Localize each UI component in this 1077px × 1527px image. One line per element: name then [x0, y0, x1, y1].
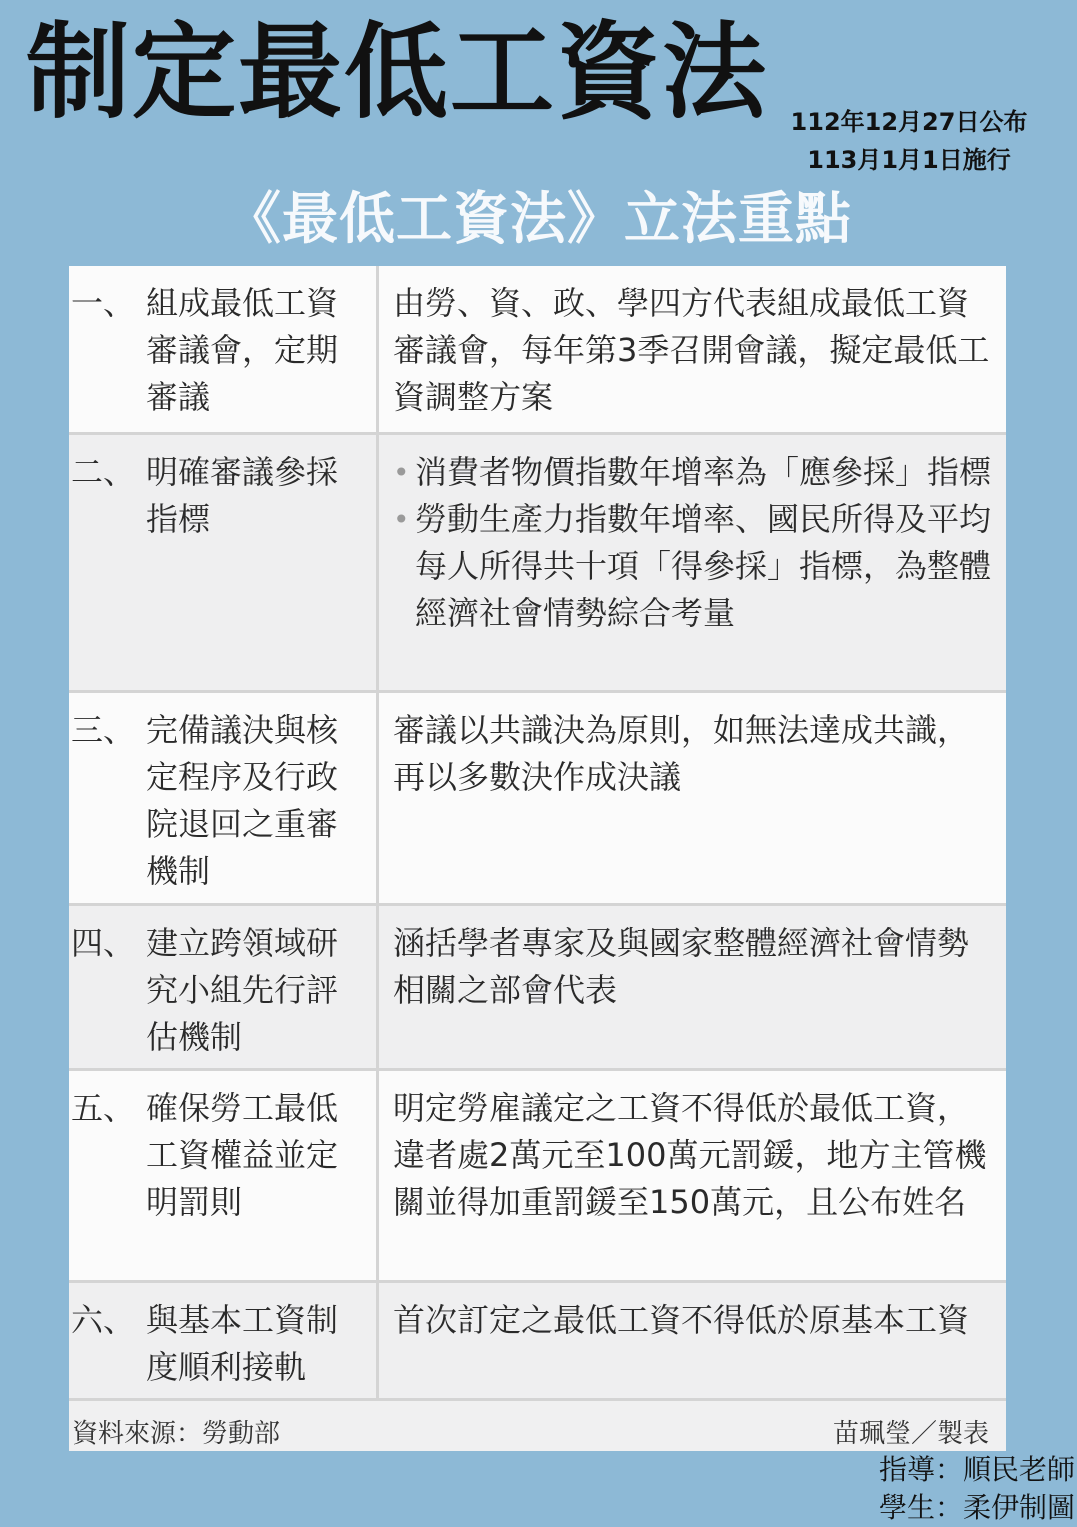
- table-credit: 苗珮瑩／製表: [832, 1419, 989, 1449]
- advisor-credit: 指導：順民老師: [878, 1453, 1075, 1486]
- row-description: 首次訂定之最低工資不得低於原基本工資: [393, 1300, 970, 1339]
- credits-block: [879, 1451, 1075, 1527]
- bullet-dot-icon: •: [393, 502, 410, 536]
- date-announced: 112年12月27日公布: [790, 108, 1028, 136]
- table-row: [69, 1281, 1006, 1399]
- row-label-cell: [69, 433, 378, 691]
- row-label-cell: [69, 1069, 378, 1281]
- table-row: [69, 691, 1006, 904]
- page-title: 制定最低工資法: [26, 11, 769, 133]
- bullet-item: • 消費者物價指數年增率為「應參採」指標: [379, 449, 1006, 496]
- row-number: 一、: [71, 284, 136, 322]
- row-number: 四、: [71, 923, 136, 962]
- table-row: [69, 266, 1006, 433]
- row-description-cell: [378, 1281, 1007, 1399]
- row-description: 審議以共識決為原則，如無法達成共識，再以多數決作成決議: [393, 710, 970, 796]
- data-source: 資料來源：勞動部: [72, 1419, 281, 1449]
- row-label: 確保勞工最低工資權益並定明罰則: [146, 1088, 339, 1221]
- row-description: 由勞、資、政、學四方代表組成最低工資審議會，每年第3季召開會議，擬定最低工資調整方案: [393, 284, 990, 416]
- table-row: [69, 433, 1006, 691]
- row-description-cell: [378, 904, 1007, 1069]
- row-description: 明定勞雇議定之工資不得低於最低工資，違者處2萬元至100萬元罰鍰，地方主管機關並得加重罰鍰至150萬元，且公布姓名: [393, 1088, 987, 1221]
- row-label-cell: [69, 691, 378, 904]
- table-subtitle: 《最低工資法》立法重點: [225, 187, 852, 252]
- row-label: 明確審議參採指標: [146, 452, 339, 538]
- row-description-cell: [378, 266, 1007, 433]
- row-label: 與基本工資制度順利接軌: [146, 1300, 339, 1386]
- row-description-cell: [378, 691, 1007, 904]
- row-number: 三、: [71, 710, 136, 749]
- table-row: [69, 1069, 1006, 1281]
- row-label: 組成最低工資審議會，定期審議: [146, 284, 339, 416]
- student-credit: 學生：柔伊制圖: [878, 1491, 1075, 1524]
- date-effective: 113月1月1日施行: [807, 146, 1011, 174]
- row-label: 建立跨領域研究小組先行評估機制: [146, 923, 339, 1056]
- key-points-table: [69, 266, 1006, 1451]
- row-label-cell: [69, 1281, 378, 1399]
- bullet-dot-icon: •: [393, 455, 410, 489]
- row-number: 五、: [71, 1088, 136, 1127]
- row-number: 二、: [71, 452, 136, 491]
- row-label-cell: [69, 266, 378, 433]
- dates-block: [784, 103, 1034, 179]
- row-description-cell: [378, 433, 1007, 691]
- row-number: 六、: [71, 1300, 136, 1339]
- row-label: 完備議決與核定程序及行政院退回之重審機制: [146, 710, 339, 890]
- table-row: [69, 904, 1006, 1069]
- bullet-item: • 勞動生產力指數年增率、國民所得及平均每人所得共十項「得參採」指標，為整體經濟社會情勢綜合考量: [379, 496, 1006, 637]
- row-description: 涵括學者專家及與國家整體經濟社會情勢相關之部會代表: [393, 923, 970, 1009]
- row-label-cell: [69, 904, 378, 1069]
- row-description-cell: [378, 1069, 1007, 1281]
